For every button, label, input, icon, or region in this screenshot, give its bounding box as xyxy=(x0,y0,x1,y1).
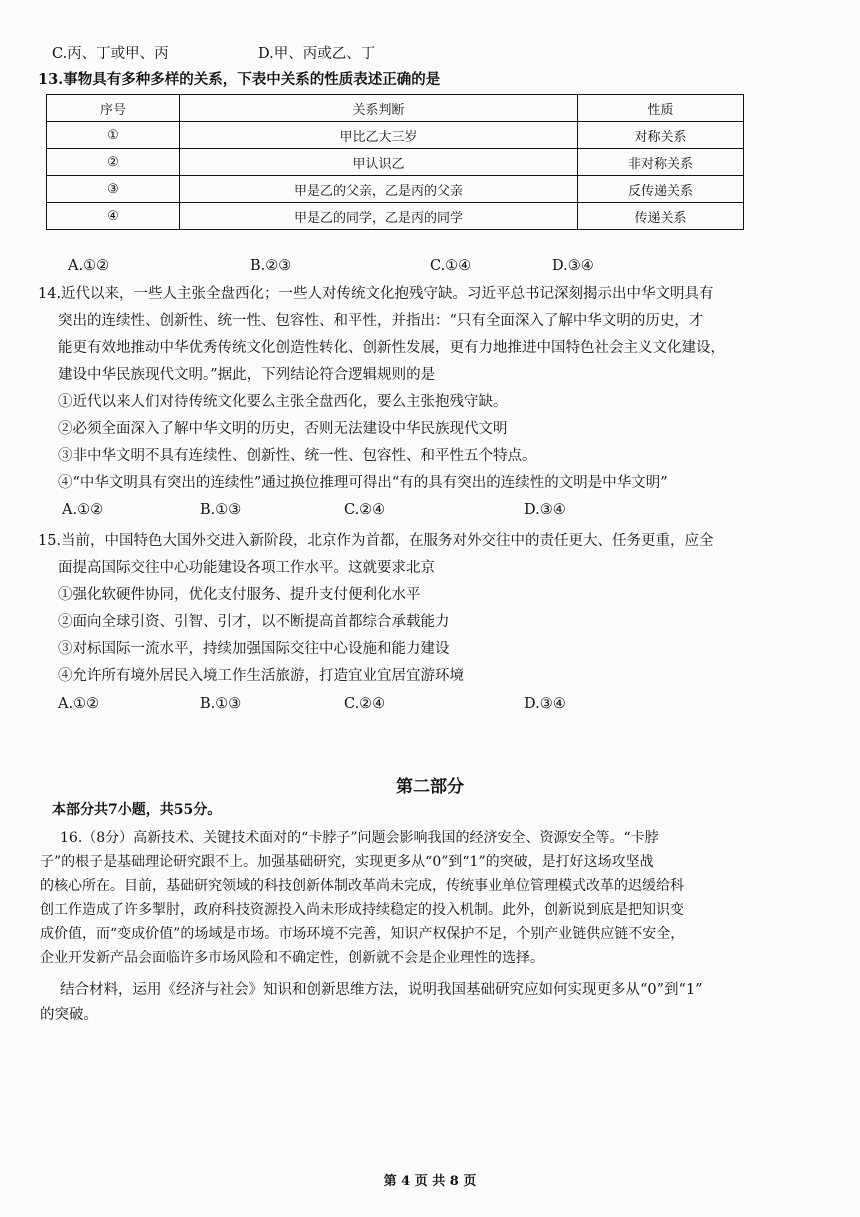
q14-option-a: A.①② xyxy=(62,502,104,518)
q16-task-line: 结合材料，运用《经济与社会》知识和创新思维方法，说明我国基础研究应如何实现更多从“0”到“1” xyxy=(60,982,703,998)
table-row xyxy=(47,176,744,203)
page-footer: 第 4 页 共 8 页 xyxy=(383,1174,477,1189)
table-cell: 甲比乙大三岁 xyxy=(180,122,578,149)
q15-item: ④允许所有境外居民入境工作生活旅游，打造宜业宜居宜游环境 xyxy=(58,668,464,684)
q14-option-d: D.③④ xyxy=(524,502,566,518)
q15-option-d: D.③④ xyxy=(524,696,566,712)
q16-line: 16.（8分）高新技术、关键技术面对的“卡脖子”问题会影响我国的经济安全、资源安全等。“卡脖 xyxy=(60,830,659,846)
section-intro: 本部分共7小题，共55分。 xyxy=(52,802,222,818)
table-cell: ② xyxy=(47,149,180,176)
q14-stem-line: 能更有效地推动中华优秀传统文化创造性转化、创新性发展，更有力地推进中国特色社会主义文化建设， xyxy=(58,340,725,356)
q14-option-b: B.①③ xyxy=(200,502,242,518)
table-cell: 甲是乙的同学，乙是丙的同学 xyxy=(180,203,578,230)
table-cell: 反传递关系 xyxy=(578,176,744,203)
table-cell: 非对称关系 xyxy=(578,149,744,176)
q15-option-a: A.①② xyxy=(58,696,100,712)
q15-option-c: C.②④ xyxy=(344,696,386,712)
q12-option-c: C.丙、丁或甲、丙 xyxy=(52,46,169,62)
table-header-index: 序号 xyxy=(47,95,180,122)
q14-stem-line: 14.近代以来，一些人主张全盘西化；一些人对传统文化抱残守缺。习近平总书记深刻揭示出中华文明具有 xyxy=(38,286,714,302)
q15-stem-line: 面提高国际交往中心功能建设各项工作水平。这就要求北京 xyxy=(58,560,435,576)
q15-stem-line: 15.当前，中国特色大国外交进入新阶段，北京作为首都，在服务对外交往中的责任更大、任务更重，应全 xyxy=(38,533,714,549)
table-row xyxy=(47,203,744,230)
q13-option-b: B.②③ xyxy=(250,258,292,274)
table-header-row xyxy=(47,95,744,122)
q14-stem-line: 突出的连续性、创新性、统一性、包容性、和平性，并指出：“只有全面深入了解中华文明的历史，才 xyxy=(58,313,704,329)
q12-option-d: D.甲、丙或乙、丁 xyxy=(258,46,376,62)
q16-task xyxy=(40,978,780,1028)
q16-task-line: 的突破。 xyxy=(40,1007,98,1023)
table-header-property: 性质 xyxy=(578,95,744,122)
q15-option-b: B.①③ xyxy=(200,696,242,712)
q16-line: 创工作造成了许多掣肘，政府科技资源投入尚未形成持续稳定的投入机制。此外，创新说到底是把知识变 xyxy=(40,902,684,918)
q13-option-a: A.①② xyxy=(68,258,110,274)
q14-item: ④“中华文明具有突出的连续性”通过换位推理可得出“有的具有突出的连续性的文明是中华文明” xyxy=(58,475,668,491)
q15-item: ②面向全球引资、引智、引才，以不断提高首都综合承载能力 xyxy=(58,614,450,630)
q13-stem: 13.事物具有多种多样的关系，下表中关系的性质表述正确的是 xyxy=(38,71,441,88)
q16-line: 的核心所在。目前，基础研究领域的科技创新体制改革尚未完成，传统事业单位管理模式改革的迟缓给科 xyxy=(40,878,684,894)
q14-item: ③非中华文明不具有连续性、创新性、统一性、包容性、和平性五个特点。 xyxy=(58,448,537,464)
relation-table xyxy=(46,94,744,230)
q14-item: ②必须全面深入了解中华文明的历史，否则无法建设中华民族现代文明 xyxy=(58,421,508,437)
table-cell: 传递关系 xyxy=(578,203,744,230)
q13-option-d: D.③④ xyxy=(552,258,594,274)
q14-item: ①近代以来人们对待传统文化要么主张全盘西化，要么主张抱残守缺。 xyxy=(58,394,508,410)
table-cell: ④ xyxy=(47,203,180,230)
table-row xyxy=(47,122,744,149)
q15-item: ③对标国际一流水平，持续加强国际交往中心设施和能力建设 xyxy=(58,641,450,657)
q14-stem-line: 建设中华民族现代文明。”据此，下列结论符合逻辑规则的是 xyxy=(58,367,436,383)
q14-option-c: C.②④ xyxy=(344,502,386,518)
table-cell: ③ xyxy=(47,176,180,203)
table-cell: 甲认识乙 xyxy=(180,149,578,176)
q13-option-c: C.①④ xyxy=(430,258,472,274)
table-cell: 对称关系 xyxy=(578,122,744,149)
section-title: 第二部分 xyxy=(396,777,464,797)
table-row xyxy=(47,149,744,176)
table-cell: 甲是乙的父亲，乙是丙的父亲 xyxy=(180,176,578,203)
table-header-relation: 关系判断 xyxy=(180,95,578,122)
q16-line: 企业开发新产品会面临许多市场风险和不确定性，创新就不会是企业理性的选择。 xyxy=(40,950,544,966)
q16-material xyxy=(40,826,780,970)
q16-line: 成价值，而“变成价值”的场域是市场。市场环境不完善，知识产权保护不足，个别产业链供应链不安全， xyxy=(40,926,685,942)
q15-item: ①强化软硬件协同，优化支付服务、提升支付便利化水平 xyxy=(58,587,421,603)
table-cell: ① xyxy=(47,122,180,149)
q16-line: 子”的根子是基础理论研究跟不上。加强基础研究，实现更多从“0”到“1”的突破，是打好这场攻坚战 xyxy=(40,854,654,870)
